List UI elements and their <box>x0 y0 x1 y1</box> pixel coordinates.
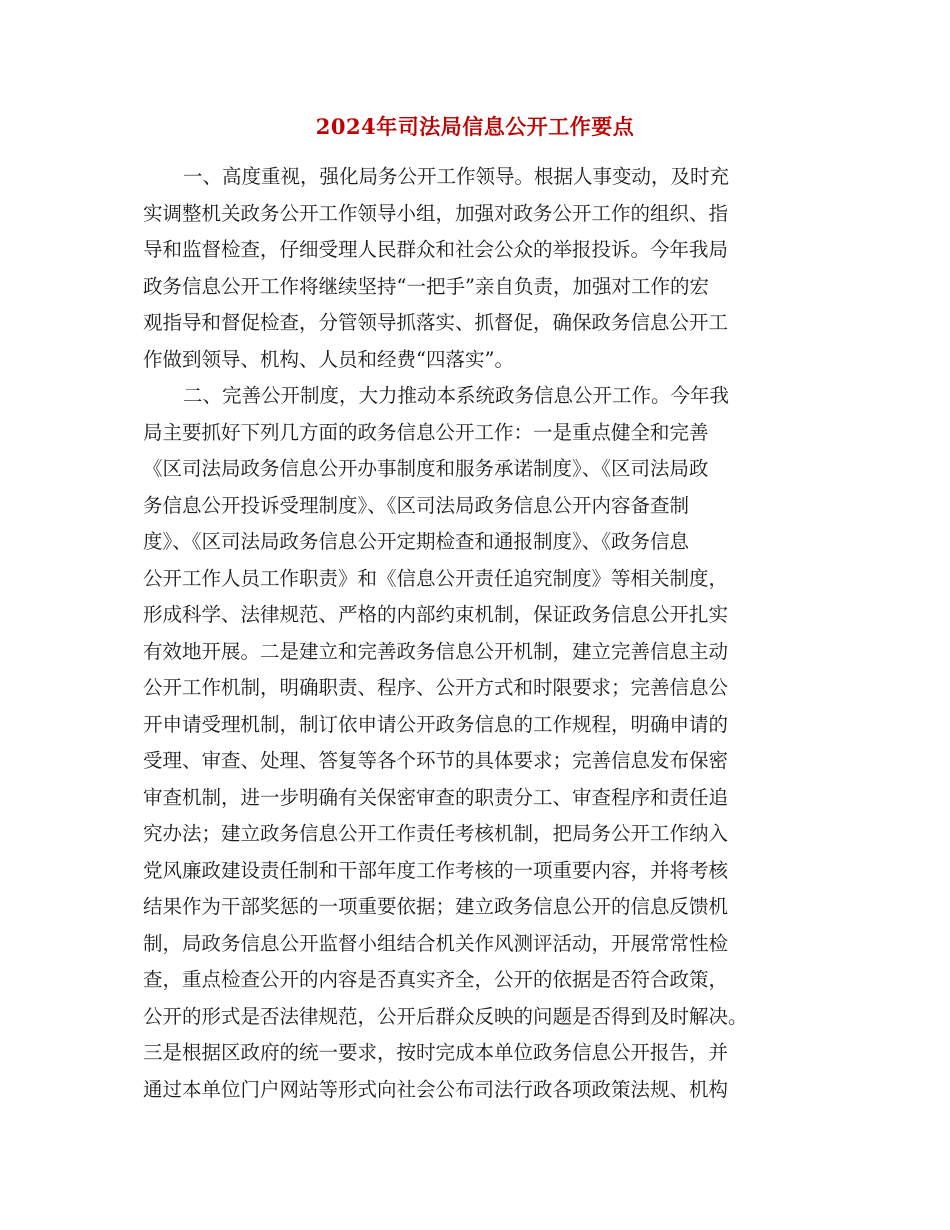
body-line: 度》、《区司法局政务信息公开定期检查和通报制度》、《政务信息 <box>143 530 690 553</box>
body-line: 公开工作机制，明确职责、程序、公开方式和时限要求；完善信息公 <box>143 676 729 699</box>
body-line: 三是根据区政府的统一要求，按时完成本单位政务信息公开报告，并 <box>143 1041 729 1064</box>
body-line: 查，重点检查公开的内容是否真实齐全，公开的依据是否符合政策， <box>143 968 729 991</box>
body-line: 究办法；建立政务信息公开工作责任考核机制，把局务公开工作纳入 <box>143 822 729 845</box>
body-line: 制，局政务信息公开监督小组结合机关作风测评活动，开展常常性检 <box>143 931 729 955</box>
body-line: 政务信息公开工作将继续坚持“一把手”亲自负责，加强对工作的宏 <box>143 274 709 298</box>
body-line: 一、高度重视，强化局务公开工作领导。根据人事变动，及时充 <box>183 165 730 188</box>
body-line: 导和监督检查，仔细受理人民群众和社会公众的举报投诉。今年我局 <box>143 238 729 261</box>
body-line: 二、完善公开制度，大力推动本系统政务信息公开工作。今年我 <box>183 384 730 407</box>
body-line: 实调整机关政务公开工作领导小组，加强对政务公开工作的组织、指 <box>143 201 729 225</box>
body-line: 有效地开展。二是建立和完善政务信息公开机制，建立完善信息主动 <box>143 639 729 663</box>
body-line: 局主要抓好下列几方面的政务信息公开工作：一是重点健全和完善 <box>143 420 709 444</box>
body-line: 党风廉政建设责任制和干部年度工作考核的一项重要内容，并将考核 <box>143 858 729 882</box>
document-title: 2024年司法局信息公开工作要点 <box>315 114 635 139</box>
body-line: 公开的形式是否法律规范，公开后群众反映的问题是否得到及时解决。 <box>143 1004 748 1028</box>
body-line: 务信息公开投诉受理制度》、《区司法局政务信息公开内容备查制 <box>143 493 690 517</box>
body-line: 形成科学、法律规范、严格的内部约束机制，保证政务信息公开扎实 <box>143 603 729 626</box>
body-line: 作做到领导、机构、人员和经费“四落实”。 <box>143 347 514 371</box>
body-line: 审查机制，进一步明确有关保密审查的职责分工、审查程序和责任追 <box>143 785 729 809</box>
body-line: 开申请受理机制，制订依申请公开政务信息的工作规程，明确申请的 <box>143 712 729 736</box>
body-line: 公开工作人员工作职责》和《信息公开责任追究制度》等相关制度， <box>143 566 729 590</box>
body-line: 受理、审查、处理、答复等各个环节的具体要求；完善信息发布保密 <box>143 749 729 772</box>
body-line: 观指导和督促检查，分管领导抓落实、抓督促，确保政务信息公开工 <box>143 311 729 334</box>
body-line: 通过本单位门户网站等形式向社会公布司法行政各项政策法规、机构 <box>143 1077 729 1101</box>
body-line: 《区司法局政务信息公开办事制度和服务承诺制度》、《区司法局政 <box>143 457 709 480</box>
body-line: 结果作为干部奖惩的一项重要依据；建立政务信息公开的信息反馈机 <box>143 895 729 918</box>
